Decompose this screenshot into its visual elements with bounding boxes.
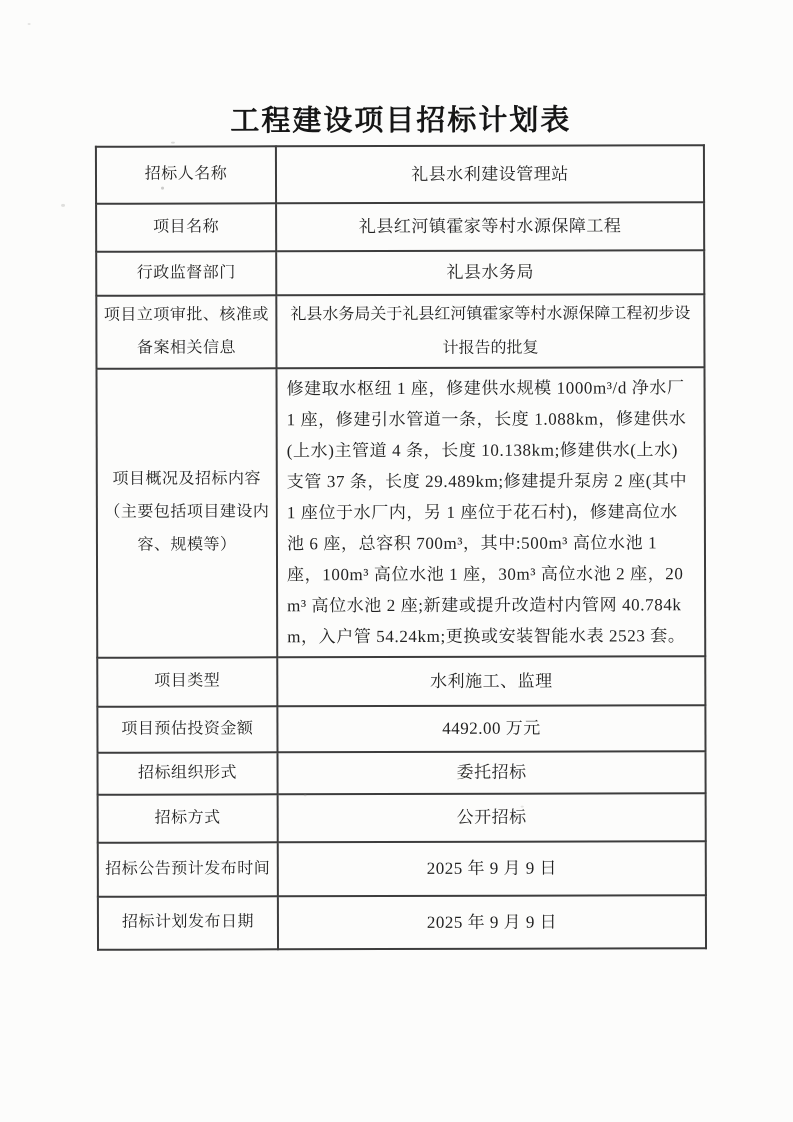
row-label: 项目概况及招标内容（主要包括项目建设内容、规模等） [96,369,277,658]
scan-speck [61,204,65,207]
row-label: 招标组织形式 [98,752,278,794]
table-row [98,751,706,795]
table-row [96,145,704,204]
row-value: 礼县水务局 [276,250,704,295]
row-label: 招标方式 [98,794,278,842]
row-label: 项目预估投资金额 [97,706,277,752]
table-row [98,793,706,843]
row-value: 礼县红河镇霍家等村水源保障工程 [276,202,704,251]
table-row [96,250,704,296]
row-value: 公开招标 [278,793,706,842]
scan-speck [521,806,524,808]
scan-speck [28,23,31,25]
row-label: 行政监督部门 [96,251,276,295]
table-row [96,367,705,658]
row-value: 2025 年 9 月 9 日 [278,895,706,949]
bidding-plan-table [95,144,707,951]
row-label: 招标人名称 [96,146,276,203]
row-label: 项目立项审批、核准或备案相关信息 [96,295,276,369]
row-value: 礼县水务局关于礼县红河镇霍家等村水源保障工程初步设计报告的批复 [276,294,704,368]
scan-speck [171,142,175,144]
scan-speck [161,187,164,190]
page-title: 工程建设项目招标计划表 [230,104,572,138]
table-row [98,895,706,950]
row-label: 招标计划发布日期 [98,896,278,949]
row-label: 项目类型 [97,658,277,707]
row-value: 水利施工、监理 [277,656,705,706]
row-value: 4492.00 万元 [277,705,705,752]
row-value: 礼县水利建设管理站 [276,145,704,203]
table-row [96,294,704,369]
table-row [97,656,705,707]
table-row [96,202,704,252]
row-label: 项目名称 [96,203,276,251]
table-row [97,705,705,753]
scan-speck [304,794,307,796]
row-value: 2025 年 9 月 9 日 [278,841,706,896]
row-value: 委托招标 [278,751,706,794]
row-value: 修建取水枢纽 1 座，修建供水规模 1000m³/d 净水厂 1 座，修建引水管道一条，长度 1.088km，修建供水(上水)主管道 4 条，长度 10.138km;修建供水(上水)支管 37 条，长度 29.489km;修建提升泵房 2 座(其中 1 座位于水厂内，另 1 座位于花石村)，修建高位水池 6 座，总容积 700m³，其中:500m³ 高位水池 1 座，100m³ 高位水池 1 座，30m³ 高位水池 2 座，20m³ 高位水池 2 座;新建或提升改造村内管网 40.784km，入户管 54.24km;更换或安装智能水表 2523 套。 [276,367,705,657]
row-label: 招标公告预计发布时间 [98,842,278,896]
table-row [98,841,706,897]
